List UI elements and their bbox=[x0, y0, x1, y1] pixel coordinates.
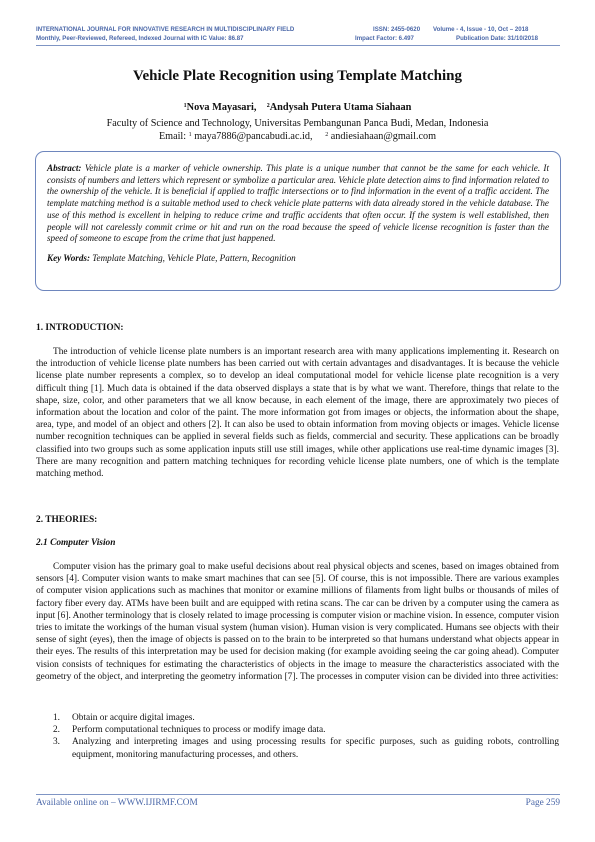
header-divider bbox=[36, 45, 560, 46]
footer-page-number: Page 259 bbox=[525, 798, 560, 808]
list-number: 2. bbox=[53, 725, 61, 736]
section-1-heading: 1. INTRODUCTION: bbox=[36, 323, 124, 333]
keywords-label: Key Words: bbox=[47, 252, 91, 263]
list-text: Analyzing and interpreting images and using processing results for specific purposes, such as guiding robots, controlling equipment, monitoring manufacturing processes, and others. bbox=[72, 737, 559, 760]
abstract-paragraph bbox=[47, 163, 549, 245]
list-item bbox=[36, 736, 559, 760]
section-2-heading: 2. THEORIES: bbox=[36, 515, 98, 525]
journal-description: Monthly, Peer-Reviewed, Refereed, Indexed Journal with IC Value: 86.87 bbox=[36, 35, 244, 42]
list-number: 1. bbox=[53, 713, 61, 723]
journal-publication-date: Publication Date: 31/10/2018 bbox=[456, 35, 538, 42]
abstract-label: Abstract: bbox=[47, 163, 82, 173]
abstract-text: Vehicle plate is a marker of vehicle ownership. This plate is a unique number that cannot be the same for each vehicle. It consists of numbers and letters which represent or symbolize a particular area. Vehicle plate detection aims to find information related to the ownership of the vehicle. It is beneficial if applied to traffic intersections or to find information in the event of a traffic accident. The template matching method is a suitable method used to check vehicle plate patterns with data already stored in the vehicle database. The use of this method is excellent in helping to reduce crime and traffic accidents that often occur. If the system is well established, then people will not carelessly commit crime or hit and run on the road because the speed of vehicle license recognition is faster than the speed of someone to escape from the crime that just happened. bbox=[47, 163, 550, 244]
email-label: Email: bbox=[158, 131, 187, 142]
author-1-name: Nova Mayasari, bbox=[186, 102, 257, 113]
footer-website-link[interactable]: Available online on – WWW.IJIRMF.COM bbox=[36, 798, 198, 808]
author-2-name: Andysah Putera Utama Siahaan bbox=[269, 102, 412, 113]
abstract-box bbox=[35, 151, 561, 291]
author-2-affil-mark: 2 bbox=[266, 103, 270, 109]
list-item bbox=[36, 724, 559, 736]
subsection-2-1-heading: 2.1 Computer Vision bbox=[36, 538, 116, 548]
list-number: 3. bbox=[53, 737, 61, 748]
section-2-paragraph: Computer vision has the primary goal to make useful decisions about real physical objects and scenes, based on images obtained from sensors [4]. Computer vision wants to make smart machines that can see [5]. Of course, this is not impossible. There are various examples of computer vision applications such as machines that monitor or examine millions of filaments from light bulbs or thousands of miles of factory fiber every day. ATMs have been built and are equipped with retina scans. The car can be driven by a computer using the camera as input [6]. Another terminology that is closely related to image processing is computer vision or machine vision. In essence, computer vision tries to imitate the workings of the human visual system (human vision). Human vision is very complicated. Humans see objects with their sense of sight (eyes), then the image of objects is passed on to the brain to be interpreted so that humans understand what objects appear in their eyes. The results of this interpretation may be used for decision making (for example avoiding seeing the car going ahead). Computer vision consists of techniques for estimating the characteristics of objects in the image to measure the characteristics associated with the geometry of the object, and interpreting the geometry information [7]. The processes in computer vision can be divided into three activities: bbox=[36, 562, 559, 682]
author-1-affil-mark: 1 bbox=[183, 103, 187, 109]
email-2-mark: 2 bbox=[325, 132, 329, 138]
list-item bbox=[36, 712, 559, 724]
author-list bbox=[0, 102, 595, 113]
paper-title: Vehicle Plate Recognition using Template Matching bbox=[132, 68, 463, 84]
journal-impact-factor: Impact Factor: 6.497 bbox=[355, 35, 414, 42]
section-1-paragraph: The introduction of vehicle license plate numbers is an important research area with many applications implementing it. Research on the introduction of vehicle license plate numbers has been carried out with certain advantages and disadvantages. It is because the vehicle license plate number represents a complex, so to develop an ideal computational model for vehicle license plate recognition is a very difficult thing [1]. Much data is obtained if the data observed displays a state that is by what we want. Therefore, things that relate to the shape, size, color, and other parameters that we all know because, in each element of the image, there are approximately two pieces of information about the location and color of the paint. The more information got from images or objects, the information about the shape, area, type, and model of an object and others [2]. It can also be used to obtain information from moving objects or images. Vehicle license number recognition techniques can be applied in several fields such as fields, commercial and security. These applications can be broadly classified into two groups such as some application inputs still use still images, while other applications use real-time dynamic images [3]. There are many recognition and pattern matching techniques for recording vehicle license plate numbers, one of which is the template matching method. bbox=[36, 347, 559, 480]
journal-volume: Volume - 4, Issue - 10, Oct – 2018 bbox=[433, 26, 529, 33]
list-text: Perform computational techniques to process or modify image data. bbox=[72, 725, 326, 736]
affiliation: Faculty of Science and Technology, Universitas Pembangunan Panca Budi, Medan, Indonesia bbox=[106, 118, 489, 129]
footer-divider bbox=[36, 794, 560, 795]
email-2-link[interactable]: andiesiahaan@gmail.com bbox=[330, 131, 437, 142]
email-1-mark: 1 bbox=[188, 132, 192, 138]
activities-list bbox=[36, 712, 559, 761]
keywords-paragraph bbox=[47, 253, 549, 265]
list-text: Obtain or acquire digital images. bbox=[72, 713, 195, 723]
email-1-link[interactable]: maya7886@pancabudi.ac.id, bbox=[194, 131, 313, 142]
journal-name: INTERNATIONAL JOURNAL FOR INNOVATIVE RESEARCH IN MULTIDISCIPLINARY FIELD bbox=[36, 26, 295, 33]
journal-issn: ISSN: 2455-0620 bbox=[373, 26, 421, 33]
keywords-text: Template Matching, Vehicle Plate, Pattern, Recognition bbox=[92, 252, 296, 263]
email-line bbox=[0, 131, 595, 142]
